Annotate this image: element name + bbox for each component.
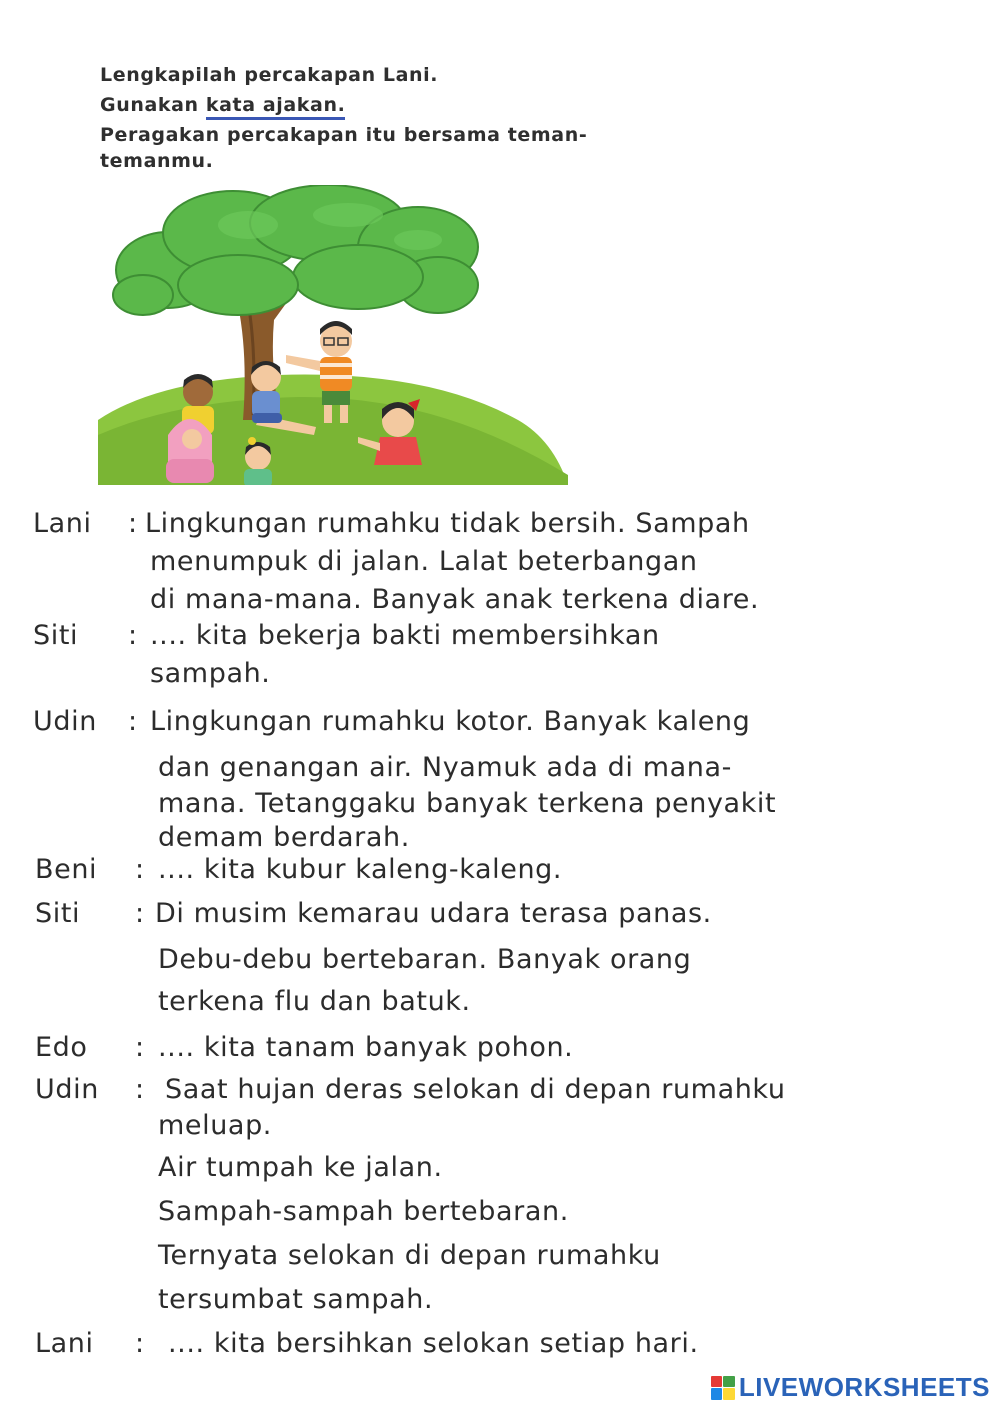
dialogue-text: Lingkungan rumahku kotor. Banyak kaleng bbox=[150, 706, 751, 737]
speaker-name: Lani bbox=[33, 508, 92, 539]
speaker-colon: : bbox=[128, 706, 138, 737]
dialogue-text: Ternyata selokan di depan rumahku bbox=[158, 1240, 661, 1271]
dialogue-text: Sampah-sampah bertebaran. bbox=[158, 1196, 569, 1227]
speaker-colon: : bbox=[135, 854, 145, 885]
speaker-colon: : bbox=[128, 508, 138, 539]
dialogue-text: .... kita bekerja bakti membersihkan bbox=[150, 620, 660, 651]
dialogue-text: .... kita kubur kaleng-kaleng. bbox=[158, 854, 563, 885]
instruction-line-2-prefix: Gunakan bbox=[100, 94, 206, 116]
speaker-name: Lani bbox=[35, 1328, 94, 1359]
dialogue-text: menumpuk di jalan. Lalat beterbangan bbox=[150, 546, 698, 577]
dialogue-text: .... kita bersihkan selokan setiap hari. bbox=[168, 1328, 699, 1359]
dialogue-text: Lingkungan rumahku tidak bersih. Sampah bbox=[145, 508, 750, 539]
speaker-colon: : bbox=[135, 1328, 145, 1359]
kata-ajakan-underlined: kata ajakan. bbox=[206, 94, 346, 120]
speaker-colon: : bbox=[135, 1074, 145, 1105]
liveworksheets-logo-icon bbox=[711, 1376, 735, 1400]
instruction-line-1: Lengkapilah percakapan Lani. bbox=[100, 64, 439, 86]
speaker-name: Beni bbox=[35, 854, 98, 885]
dialogue-text: Debu-debu bertebaran. Banyak orang bbox=[158, 944, 692, 975]
speaker-name: Udin bbox=[35, 1074, 99, 1105]
speaker-name: Udin bbox=[33, 706, 97, 737]
speaker-name: Siti bbox=[33, 620, 79, 651]
dialogue-text: dan genangan air. Nyamuk ada di mana- bbox=[158, 752, 732, 783]
liveworksheets-logo bbox=[711, 1372, 990, 1403]
speaker-colon: : bbox=[128, 620, 138, 651]
instruction-line-4: temanmu. bbox=[100, 150, 214, 172]
speaker-colon: : bbox=[135, 1032, 145, 1063]
dialogue-text: demam berdarah. bbox=[158, 822, 410, 853]
dialogue-text: Air tumpah ke jalan. bbox=[158, 1152, 443, 1183]
dialogue-text: mana. Tetanggaku banyak terkena penyakit bbox=[158, 788, 777, 819]
dialogue-text: di mana-mana. Banyak anak terkena diare. bbox=[150, 584, 760, 615]
speaker-name: Edo bbox=[35, 1032, 88, 1063]
speaker-name: Siti bbox=[35, 898, 81, 929]
dialogue-text: sampah. bbox=[150, 658, 271, 689]
liveworksheets-brand-text: LIVEWORKSHEETS bbox=[738, 1372, 990, 1402]
instruction-line-3: Peragakan percakapan itu bersama teman- bbox=[100, 124, 588, 146]
speaker-colon: : bbox=[135, 898, 145, 929]
dialogue-text: terkena flu dan batuk. bbox=[158, 986, 471, 1017]
dialogue-text: tersumbat sampah. bbox=[158, 1284, 434, 1315]
dialogue-text: Di musim kemarau udara terasa panas. bbox=[155, 898, 712, 929]
dialogue-text: Saat hujan deras selokan di depan rumahku bbox=[165, 1074, 786, 1105]
dialogue-text: meluap. bbox=[158, 1110, 272, 1141]
dialogue-text: .... kita tanam banyak pohon. bbox=[158, 1032, 574, 1063]
